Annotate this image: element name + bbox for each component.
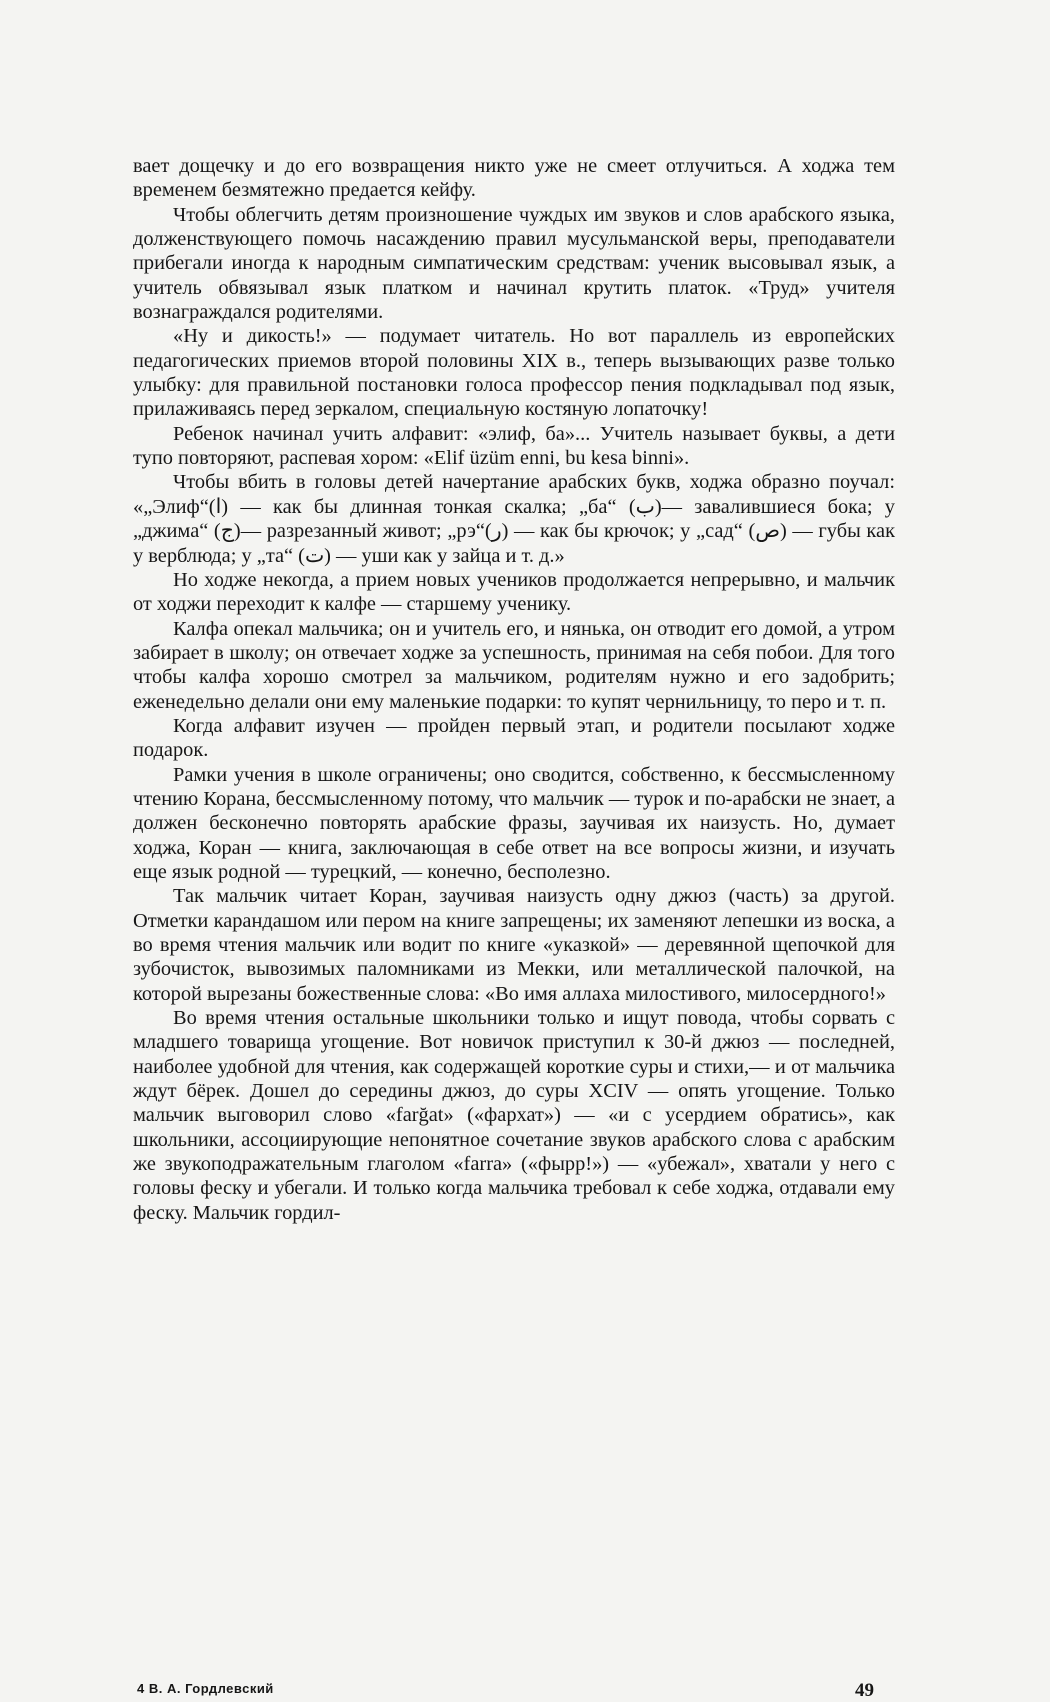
paragraph-8: Когда алфавит изучен — пройден первый этап, и родители посылают ходже подарок. <box>133 714 895 762</box>
paragraph-11: Во время чтения остальные школьники только и ищут повода, чтобы сорвать с младшего товарища угощение. Вот новичок приступил к 30-й джюз — последней, наиболее удобной для чтения, как содержащей короткие суры и стихи,— и от мальчика ждут бёрек. Дошел до середины джюз, до суры XCIV — опять угощение. Только мальчик выговорил слово «farğat» («фархат») — «и с усердием обратись», как школьники, ассоциирующие непонятное сочетание звуков арабского слова с арабским же звукоподражательным глаголом «farra» («фырр!») — «убежал», хватали у него с головы феску и убегали. И только когда мальчика требовал к себе ходжа, отдавали ему феску. Мальчик гордил- <box>133 1007 895 1224</box>
paragraph-3: «Ну и дикость!» — подумает читатель. Но вот параллель из европейских педагогических приемов второй половины XIX в., теперь вызывающих разве только улыбку: для правильной постановки голоса профессор пения подкладывал под язык, прилаживаясь перед зеркалом, специальную костяную лопаточку! <box>133 325 895 421</box>
paragraph-9: Рамки учения в школе ограничены; оно сводится, собственно, к бессмысленному чтению Корана, бессмысленному потому, что мальчик — турок и по-арабски не знает, а должен бесконечно повторять арабские фразы, заучивая их наизусть. Но, думает ходжа, Коран — книга, заключающая в себе ответ на все вопросы жизни, и изучать еще язык родной — турецкий, — конечно, бесполезно. <box>133 763 895 883</box>
paragraph-1: вает дощечку и до его возвращения никто уже не смеет отлучиться. А ходжа тем временем безмятежно предается кейфу. <box>133 155 895 202</box>
paragraph-6: Но ходже некогда, а прием новых учеников продолжается непрерывно, и мальчик от ходжи переходит к калфе — старшему ученику. <box>133 568 895 616</box>
page-number: 49 <box>855 1680 874 1701</box>
paragraph-4: Ребенок начинал учить алфавит: «элиф, ба»... Учитель называет буквы, а дети тупо повторяют, распевая хором: «Elif üzüm enni, bu kesa binni». <box>133 422 895 470</box>
paragraph-10: Так мальчик читает Коран, заучивая наизусть одну джюз (часть) за другой. Отметки карандашом или пером на книге запрещены; их заменяют лепешки из воска, а во время чтения мальчик или водит по книге «указкой» — деревянной щепочкой для зубочисток, вывозимых паломниками из Мекки, или металлической палочкой, на которой вырезаны божественные слова: «Во имя аллаха милостивого, милосердного!» <box>133 885 895 1005</box>
paragraph-2: Чтобы облегчить детям произношение чуждых им звуков и слов арабского языка, долженствующего помочь насаждению правил мусульманской веры, преподаватели прибегали иногда к народным симпатическим средствам: ученик высовывал язык, а учитель обвязывал язык платком и начинал крутить платок. «Труд» учителя вознаграждался родителями. <box>133 203 895 324</box>
paragraph-7: Калфа опекал мальчика; он и учитель его, и нянька, он отводит его домой, а утром забирает в школу; он отвечает ходже за успешность, принимая на себя побои. Для того чтобы калфа хорошо смотрел за мальчиком, родителям нужно и его задобрить; еженедельно делали они ему маленькие подарки: то купят чернильницу, то перо и т. п. <box>133 617 895 713</box>
body-text <box>133 154 895 1225</box>
paragraph-5: Чтобы вбить в головы детей начертание арабских букв, ходжа образно поучал: «„Элиф“(ا) — как бы длинная тонкая скалка; „ба“ (ب)— завалившиеся бока; у „джима“ (ج)— разрезанный живот; „рэ“(ر) — как бы крючок; у „сад“ (ص) — губы как у верблюда; у „та“ (ت) — уши как у зайца и т. д.» <box>133 471 895 567</box>
signature-mark: 4 В. А. Гордлевский <box>137 1681 274 1696</box>
